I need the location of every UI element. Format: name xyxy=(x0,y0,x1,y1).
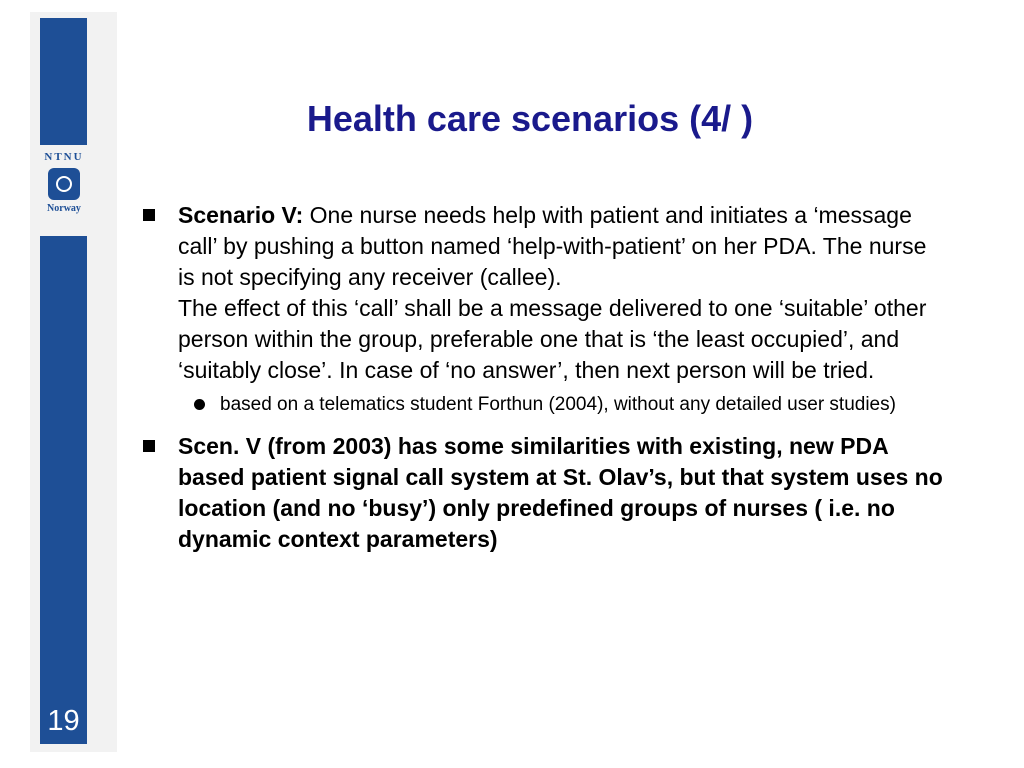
square-bullet-icon xyxy=(143,209,155,221)
logo-text-top: NTNU xyxy=(44,151,84,163)
slide-number: 19 xyxy=(47,705,80,737)
bullet-text: One nurse needs help with patient and initiates a ‘message call’ by pushing a button named ‘help-with-patient’ on her PDA. The nurse is not specifying any receiver (callee). xyxy=(178,202,927,290)
slide-content xyxy=(143,200,943,555)
sidebar-band-top xyxy=(40,18,87,145)
slide-title: Health care scenarios (4/ ) xyxy=(306,98,754,139)
logo-icon xyxy=(48,168,80,200)
bullet-item xyxy=(143,431,943,555)
bullet-text: Scen. V (from 2003) has some similarities with existing, new PDA based patient signal call system at St. Olav’s, but that system uses no location (and no ‘busy’) only predefined groups of nurses ( i.e. no dynamic context parameters) xyxy=(178,433,943,552)
ntnu-logo xyxy=(36,150,92,232)
round-bullet-icon xyxy=(194,399,205,410)
logo-text-bottom: Norway xyxy=(47,203,81,214)
square-bullet-icon xyxy=(143,440,155,452)
bullet-lead: Scenario V: xyxy=(178,202,304,228)
sidebar-band-bottom xyxy=(40,236,87,744)
bullet-text-continued: The effect of this ‘call’ shall be a message delivered to one ‘suitable’ other person within the group, preferable one that is ‘the least occupied’, and ‘suitably close’. In case of ‘no answer’, then next person will be tried. xyxy=(178,295,927,383)
sub-bullet-item xyxy=(143,392,943,417)
sub-bullet-text: based on a telematics student Forthun (2004), without any detailed user studies) xyxy=(220,394,896,415)
bullet-item xyxy=(143,200,943,386)
